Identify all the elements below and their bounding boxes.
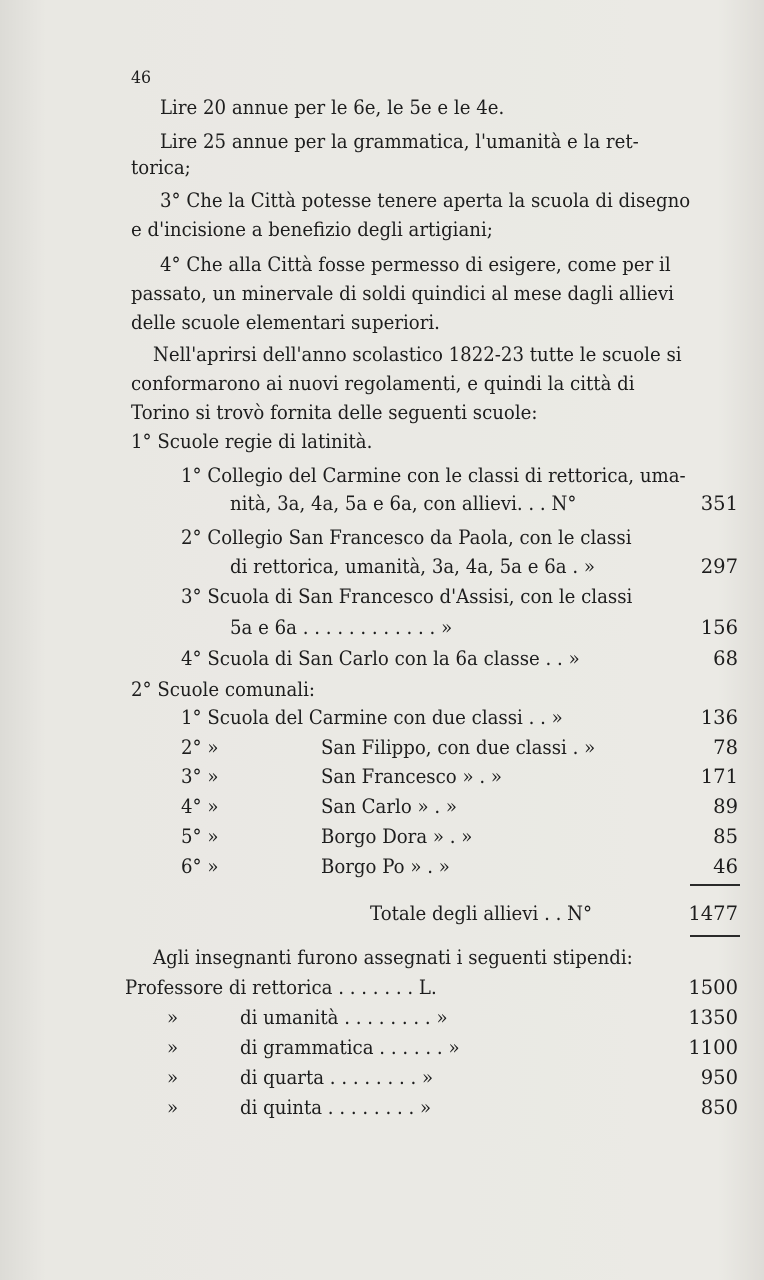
total-label: Totale degli allievi . . N°: [370, 902, 593, 925]
total-count: 1477: [688, 902, 738, 925]
section-heading: 2° Scuole comunali:: [131, 678, 316, 701]
salary-entry: di grammatica . . . . . . »: [240, 1036, 460, 1059]
text-line: passato, un minervale di soldi quindici al mese dagli allievi: [131, 282, 674, 305]
school-ordinal: 6° »: [181, 855, 219, 878]
pupil-count: 136: [700, 706, 738, 729]
page-number: 46: [131, 68, 152, 88]
section-heading: 1° Scuole regie di latinità.: [131, 430, 373, 453]
text-line: Torino si trovò fornita delle seguenti scuole:: [131, 401, 538, 424]
salary-entry: di umanità . . . . . . . . »: [240, 1006, 448, 1029]
pupil-count: 85: [713, 825, 738, 848]
school-ordinal: 4° »: [181, 795, 219, 818]
salary-entry: di quinta . . . . . . . . »: [240, 1096, 432, 1119]
ditto-mark: »: [167, 1096, 179, 1119]
school-entry: 1° Scuola del Carmine con due classi . . »: [181, 706, 563, 729]
text-line: 4° Che alla Città fosse permesso di esigere, come per il: [160, 253, 671, 276]
school-entry: 5a e 6a . . . . . . . . . . . . »: [230, 616, 453, 639]
text-line: Lire 25 annue per la grammatica, l'umanità e la ret-: [160, 130, 639, 153]
salary-amount: 850: [700, 1096, 738, 1119]
ditto-mark: »: [167, 1036, 179, 1059]
pupil-count: 46: [713, 855, 738, 878]
school-entry: nità, 3a, 4a, 5a e 6a, con allievi. . . N°: [230, 492, 577, 515]
salary-amount: 1350: [688, 1006, 738, 1029]
pupil-count: 171: [700, 765, 738, 788]
pupil-count: 78: [713, 736, 738, 759]
school-entry: 1° Collegio del Carmine con le classi di rettorica, uma-: [181, 464, 686, 487]
school-entry: 3° Scuola di San Francesco d'Assisi, con le classi: [181, 585, 633, 608]
salary-entry: Professore di rettorica . . . . . . . L.: [125, 976, 437, 999]
school-ordinal: 2° »: [181, 736, 219, 759]
school-entry: San Francesco » . »: [321, 765, 502, 788]
pupil-count: 89: [713, 795, 738, 818]
text-line: Agli insegnanti furono assegnati i seguenti stipendi:: [153, 946, 633, 969]
salary-amount: 950: [700, 1066, 738, 1089]
salary-amount: 1100: [688, 1036, 738, 1059]
school-entry: Borgo Dora » . »: [321, 825, 473, 848]
ditto-mark: »: [167, 1006, 179, 1029]
text-line: Lire 20 annue per le 6e, le 5e e le 4e.: [160, 96, 505, 119]
text-line: torica;: [131, 156, 191, 179]
pupil-count: 351: [700, 492, 738, 515]
sum-rule: [690, 884, 740, 886]
text-line: Nell'aprirsi dell'anno scolastico 1822-23 tutte le scuole si: [153, 343, 682, 366]
school-entry: 4° Scuola di San Carlo con la 6a classe . . »: [181, 647, 580, 670]
school-entry: Borgo Po » . »: [321, 855, 450, 878]
pupil-count: 68: [713, 647, 738, 670]
salary-entry: di quarta . . . . . . . . »: [240, 1066, 434, 1089]
text-line: conformarono ai nuovi regolamenti, e quindi la città di: [131, 372, 635, 395]
total-rule: [690, 935, 740, 937]
school-entry: di rettorica, umanità, 3a, 4a, 5a e 6a . »: [230, 555, 595, 578]
school-ordinal: 3° »: [181, 765, 219, 788]
text-line: e d'incisione a benefizio degli artigiani;: [131, 218, 493, 241]
ditto-mark: »: [167, 1066, 179, 1089]
school-entry: 2° Collegio San Francesco da Paola, con le classi: [181, 526, 632, 549]
text-line: 3° Che la Città potesse tenere aperta la scuola di disegno: [160, 189, 691, 212]
school-entry: San Filippo, con due classi . »: [321, 736, 596, 759]
pupil-count: 156: [700, 616, 738, 639]
salary-amount: 1500: [688, 976, 738, 999]
pupil-count: 297: [700, 555, 738, 578]
school-ordinal: 5° »: [181, 825, 219, 848]
text-line: delle scuole elementari superiori.: [131, 311, 440, 334]
school-entry: San Carlo » . »: [321, 795, 458, 818]
